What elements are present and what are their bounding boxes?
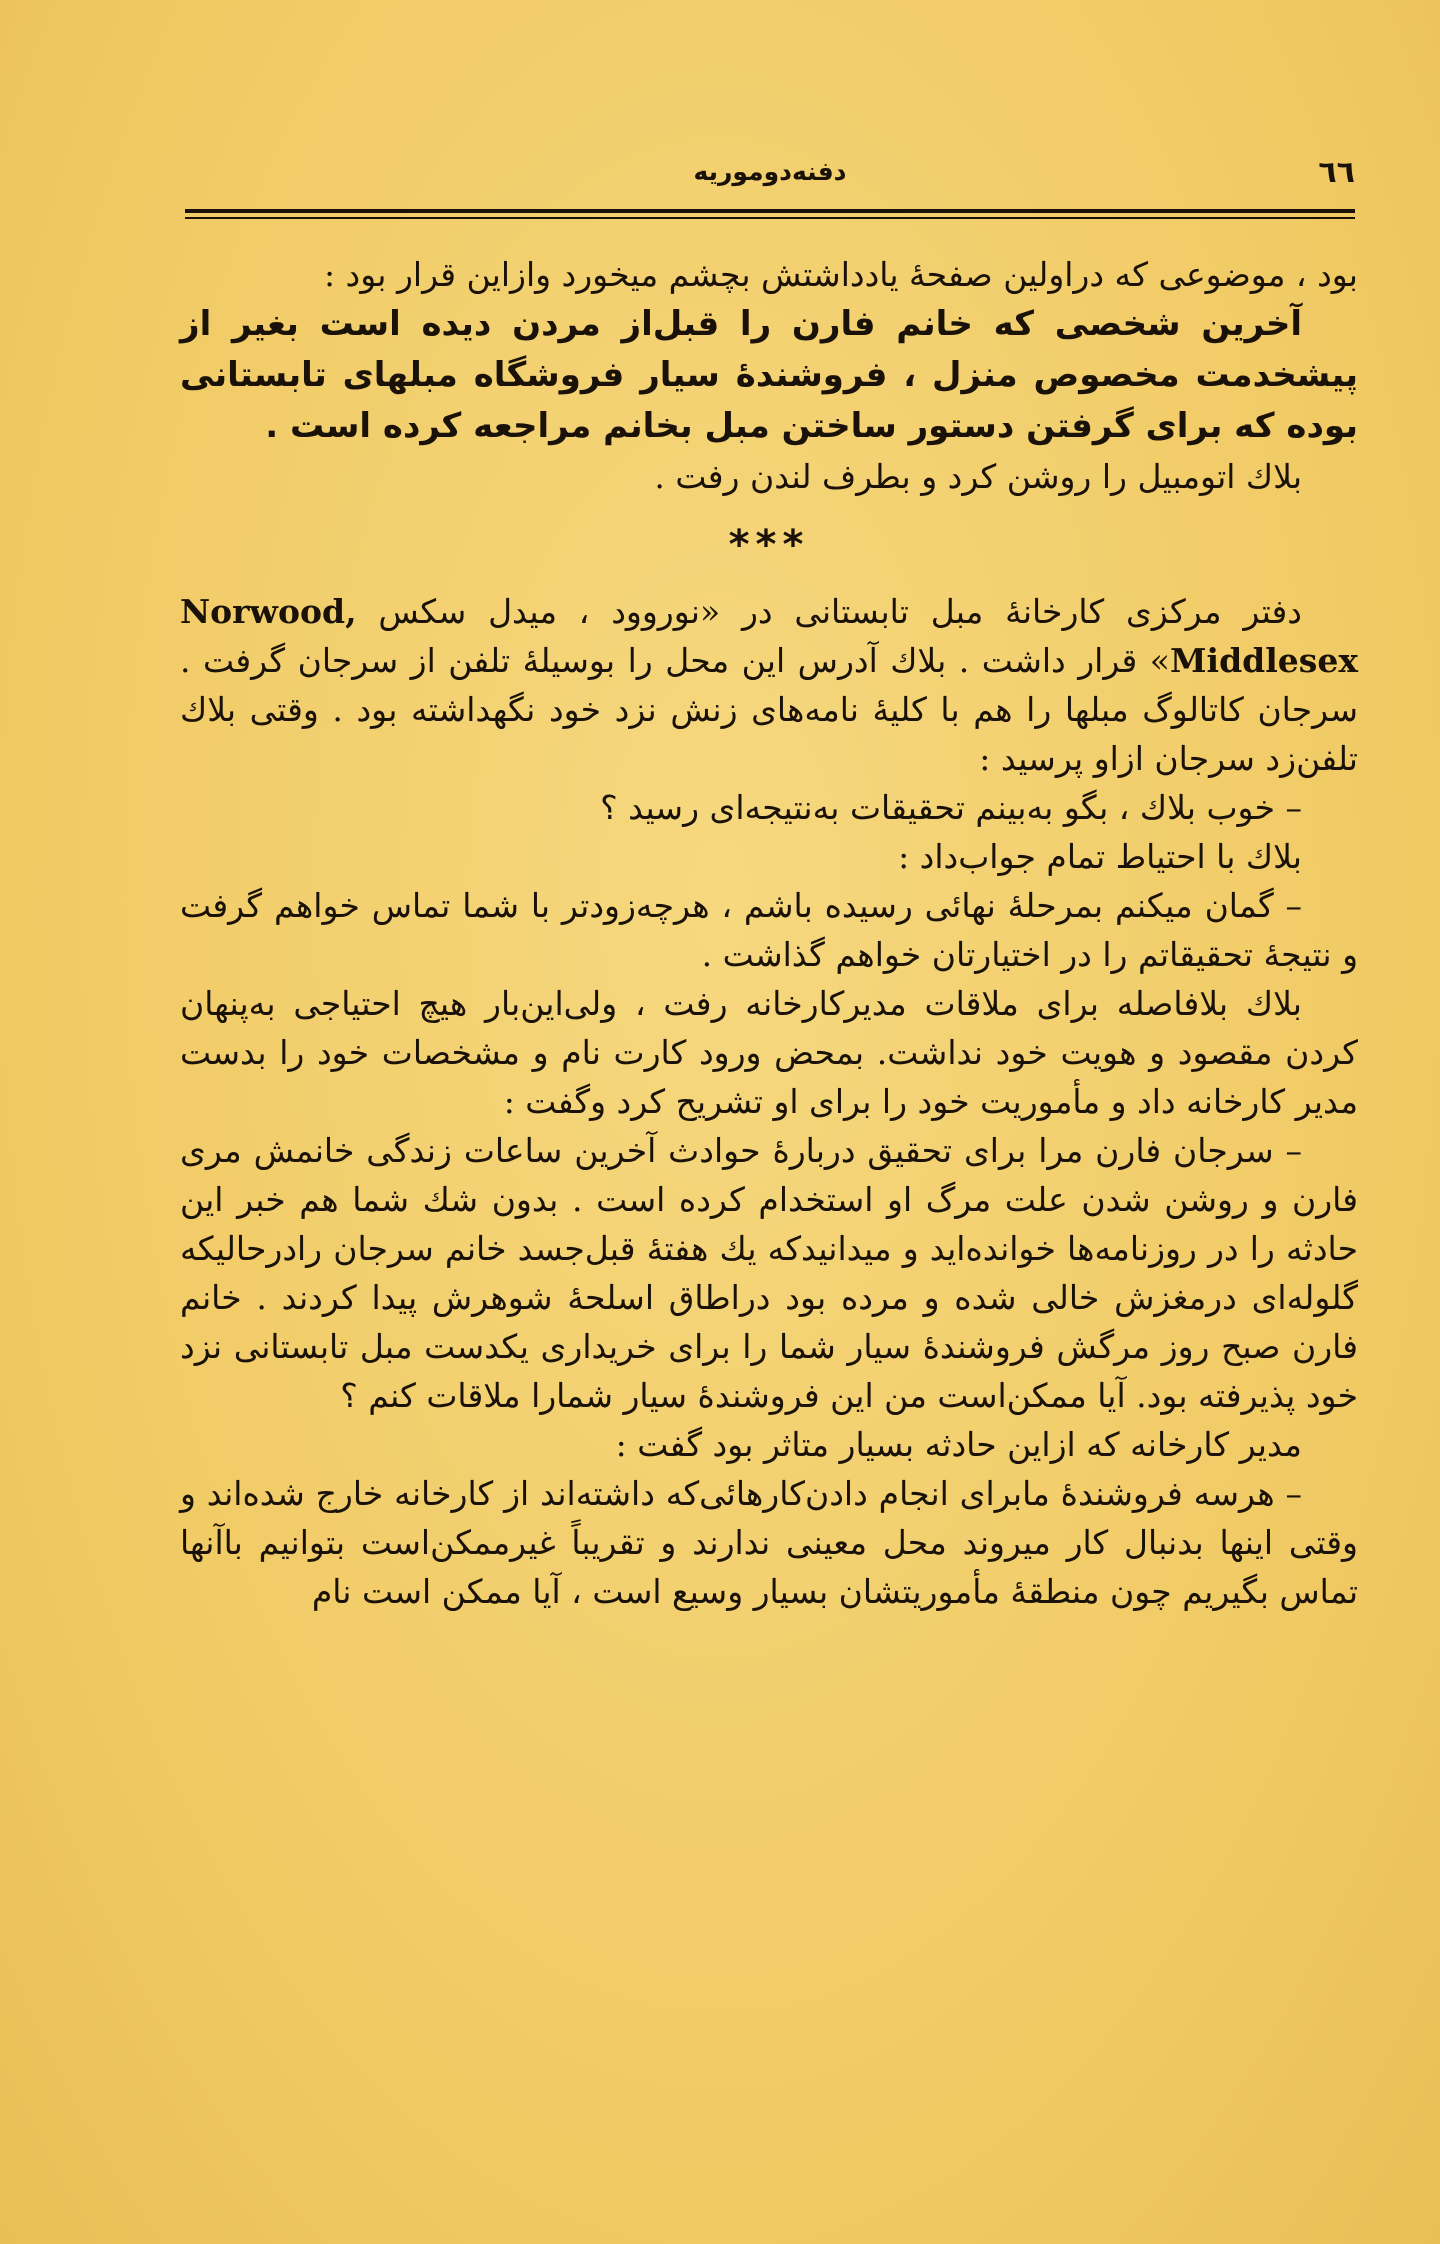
page-number: ٦٦ [1318,155,1355,190]
header-rule-thick [185,209,1355,213]
dialogue-line: – سرجان فارن مرا برای تحقیق دربارهٔ حوادث آخرین ساعات زندگی خانمش مری فارن و روشن شدن علت مرگ او استخدام کرده است . بدون شك شما هم خبر این حادثه را در روزنامه‌ها خوانده‌اید و میدانیدکه یك هفتهٔ قبل‌جسد خانم سرجان رادرحالیکه گلوله‌ای درمغزش خالی شده و مرده بود دراطاق اسلحهٔ شوهرش پیدا کردند . خانم فارن صبح روز مرگش فروشندهٔ سیار شما را برای خریداری یکدست مبل تابستانی نزد خود پذیرفته بود. آیا ممکن‌است من این فروشندهٔ سیار شمارا ملاقات کنم ؟ [180,1131,1359,1415]
paragraph: مدیر کارخانه که ازاین حادثه بسیار متاثر بود گفت : [615,1425,1302,1464]
dialogue-line: – خوب بلاك ، بگو به‌بینم تحقیقات به‌نتیجه‌ای رسید ؟ [600,788,1302,827]
paragraph: بلاك اتومبیل را روشن کرد و بطرف لندن رفت . [654,457,1302,496]
running-title: دفنه‌دوموریه [693,157,847,186]
section-separator: *** [728,522,810,568]
paragraph-text: دفتر مرکزی کارخانهٔ مبل تابستانی در «نوروود ، میدل سکس [356,592,1302,631]
page-header [185,155,1355,195]
bold-quote-paragraph: آخرین شخصی که خانم فارن را قبل‌از مردن دیده است بغیر از پیشخدمت مخصوص منزل ، فروشندهٔ سیار فروشگاه مبلهای تابستانی بوده که برای گرفتن دستور ساختن مبل بخانم مراجعه کرده است . [180,304,1358,446]
dialogue-line: – هرسه فروشندهٔ مابرای انجام دادن‌کارهائی‌که داشته‌اند از کارخانه خارج شده‌اند و وقتی اینها بدنبال کار میروند محل معینی ندارند و تقریباً غیرممکن‌است بتوانیم باآنها تماس بگیریم چون منطقهٔ مأموریتشان بسیار وسیع است ، آیا ممکن است نام [180,1474,1358,1611]
paragraph: بود ، موضوعی که دراولین صفحهٔ یادداشتش بچشم میخورد وازاین قرار بود : [323,255,1358,294]
dialogue-line: – گمان میکنم بمرحلهٔ نهائی رسیده باشم ، هرچه‌زودتر با شما تماس خواهم گرفت و نتیجهٔ تحقیقاتم را در اختیارتان خواهم گذاشت . [180,886,1358,974]
header-rule-thin [185,217,1355,219]
page-body [180,250,1358,1616]
paragraph: بلاك بلافاصله برای ملاقات مدیرکارخانه رفت ، ولی‌این‌بار هیچ احتیاجی به‌پنهان کردن مقصود و هویت خود نداشت. بمحض ورود کارت نام و مشخصات خود را بدست مدیر کارخانه داد و مأموریت خود را برای او تشریح کرد وگفت : [180,984,1358,1121]
latin-place-name: Norwood, Middlesex [180,592,1358,680]
paragraph [180,587,1358,783]
paragraph-text: » قرار داشت . بلاك آدرس این محل را بوسیلهٔ تلفن از سرجان گرفت . سرجان کاتالوگ مبلها را هم با کلیهٔ نامه‌های زنش نزد خود نگهداشته بود . وقتی بلاك تلفن‌زد سرجان ازاو پرسید : [180,641,1358,778]
paragraph: بلاك با احتیاط تمام جواب‌داد : [898,837,1302,876]
